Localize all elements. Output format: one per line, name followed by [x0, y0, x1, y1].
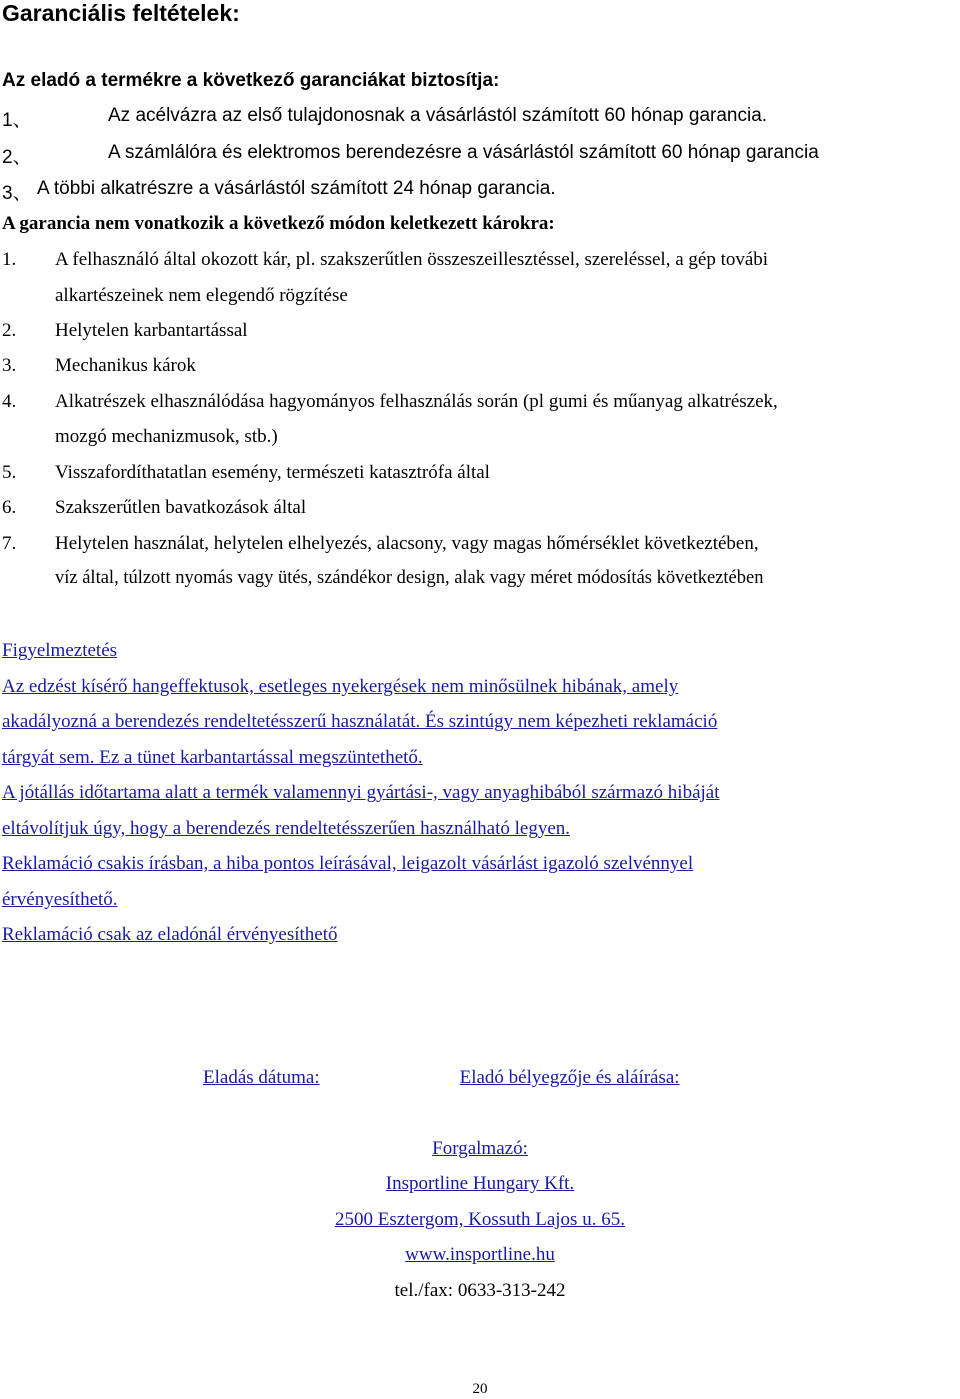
sale-date-label: Eladás dátuma:	[203, 1067, 320, 1088]
sale-date-blank	[320, 1067, 460, 1089]
page-title: Garanciális feltételek:	[2, 0, 240, 26]
exclusion-text: Alkatrészek elhasználódása hagyományos felhasználás során (pl gumi és műanyag alkatrészek,	[55, 391, 778, 412]
signature-line	[203, 1067, 686, 1089]
distributor-label: Forgalmazó:	[432, 1138, 528, 1159]
distributor-website-link[interactable]: www.insportline.hu	[405, 1244, 555, 1265]
guarantee-number: 1、	[2, 110, 32, 131]
guarantee-number: 2、	[2, 147, 32, 168]
exclusion-number: 2.	[2, 320, 17, 341]
exclusion-heading: A garancia nem vonatkozik a következő módon keletkezett károkra:	[2, 213, 555, 234]
warning-line: érvényesíthető.	[2, 889, 118, 910]
distributor-block	[0, 1209, 960, 1231]
exclusion-text: Mechanikus károk	[55, 355, 196, 376]
warning-line: tárgyát sem. Ez a tünet karbantartással megszüntethető.	[2, 747, 423, 768]
guarantee-text: A számlálóra és elektromos berendezésre a vásárlástól számított 60 hónap garancia	[108, 142, 819, 163]
seller-stamp-label: Eladó bélyegzője és aláírása:	[459, 1067, 680, 1088]
exclusion-text: Helytelen karbantartással	[55, 320, 248, 341]
distributor-address: 2500 Esztergom, Kossuth Lajos u. 65.	[335, 1209, 625, 1230]
warning-line: Reklamáció csakis írásban, a hiba pontos leírásával, leigazolt vásárlást igazoló szelvénnyel	[2, 853, 694, 874]
exclusion-text: víz által, túlzott nyomás vagy ütés, szándékor design, alak vagy méret módosítás következtében	[55, 568, 764, 588]
guarantee-item	[2, 178, 32, 205]
warning-line: akadályozná a berendezés rendeltetésszerű használatát. És szintúgy nem képezheti reklamáció	[2, 711, 718, 732]
exclusion-text: A felhasználó által okozott kár, pl. szakszerűtlen összeszeillesztéssel, szereléssel, a gép továbi	[55, 249, 769, 270]
exclusion-number: 3.	[2, 355, 17, 376]
guarantee-number: 3、	[2, 183, 32, 204]
guarantee-item	[2, 142, 32, 169]
distributor-block	[0, 1138, 960, 1160]
exclusion-number: 7.	[2, 533, 17, 554]
page-number: 20	[472, 1381, 488, 1397]
exclusion-text: Szakszerűtlen bavatkozások által	[55, 497, 307, 518]
guarantee-text: A többi alkatrészre a vásárlástól számított 24 hónap garancia.	[37, 178, 556, 199]
exclusion-text: Visszafordíthatatlan esemény, természeti katasztrófa által	[55, 462, 490, 483]
exclusion-number: 5.	[2, 462, 17, 483]
distributor-company: Insportline Hungary Kft.	[385, 1173, 575, 1194]
seller-intro: Az eladó a termékre a következő garanciákat biztosítja:	[2, 70, 500, 91]
warning-line: Az edzést kísérő hangeffektusok, esetleges nyekergések nem minősülnek hibának, amely	[2, 676, 679, 697]
warning-line: A jótállás időtartama alatt a termék valamennyi gyártási-, vagy anyaghibából származó hibáját	[2, 782, 720, 803]
warning-line: Reklamáció csak az eladónál érvényesíthető	[2, 924, 338, 945]
warning-line: eltávolítjuk úgy, hogy a berendezés rendeltetésszerűen használható legyen.	[2, 818, 571, 839]
guarantee-text: Az acélvázra az első tulajdonosnak a vásárlástól számított 60 hónap garancia.	[108, 105, 768, 126]
exclusion-text: mozgó mechanizmusok, stb.)	[55, 426, 278, 447]
exclusion-number: 1.	[2, 249, 17, 270]
warning-heading: Figyelmeztetés	[2, 640, 118, 661]
exclusion-number: 4.	[2, 391, 17, 412]
distributor-phone: tel./fax: 0633-313-242	[394, 1280, 566, 1301]
exclusion-number: 6.	[2, 497, 17, 518]
guarantee-item	[2, 105, 32, 132]
exclusion-text: alkartészeinek nem elegendő rögzítése	[55, 285, 348, 306]
distributor-block	[0, 1173, 960, 1195]
distributor-block	[0, 1244, 960, 1266]
seller-stamp-blank	[680, 1067, 686, 1089]
exclusion-text: Helytelen használat, helytelen elhelyezés, alacsony, vagy magas hőmérséklet következtében,	[55, 533, 759, 554]
